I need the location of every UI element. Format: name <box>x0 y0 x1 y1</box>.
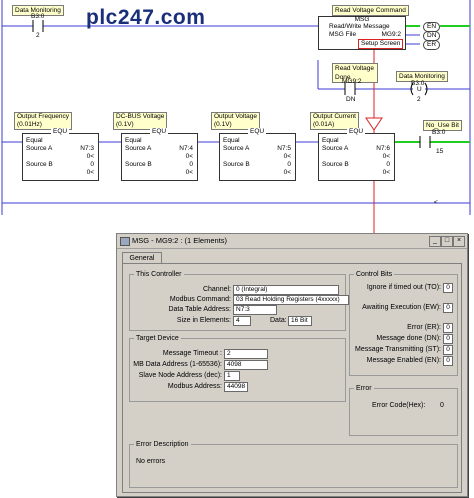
equ-source-a-value: N7:6 <box>376 145 390 152</box>
equ-desc: Equal <box>223 137 240 144</box>
channel-label: Channel: <box>202 286 231 293</box>
equ-source-b-sub-row <box>23 169 98 177</box>
msg-file-row <box>319 31 405 39</box>
equ-source-a-sub: 0< <box>86 153 94 160</box>
contact-bit[interactable]: 2 <box>36 32 40 39</box>
msg-file-label: MSG File <box>329 31 357 38</box>
no-use-bit-label: No_Use Bit <box>423 120 462 131</box>
end-rung-symbol: < <box>434 199 438 206</box>
equ-source-a-value: N7:4 <box>179 145 193 152</box>
no-use-contact-bit[interactable]: 15 <box>436 148 444 155</box>
target-device-title: Target Device <box>136 335 179 342</box>
equ-source-a-sub-row <box>23 153 98 161</box>
unlatch-coil-symbol[interactable]: U <box>417 86 422 93</box>
equ-label-line1: Output Current <box>313 113 356 120</box>
error-code-value: 0 <box>440 402 444 409</box>
equ-source-b-sub-row <box>122 169 197 177</box>
data-table-address-field[interactable]: N7:3 <box>233 305 277 315</box>
error-description-text: No errors <box>136 458 166 465</box>
equ-source-b-sub-row <box>220 169 295 177</box>
equ-source-a-row <box>220 145 295 153</box>
dialog-title: MSG - MG9:2 : (1 Elements) <box>132 236 228 245</box>
equ-source-b-label: Source B <box>26 161 53 168</box>
equ-source-b-sub: 0< <box>86 169 94 176</box>
this-controller-title: This Controller <box>136 271 182 278</box>
message-transmitting-checkbox[interactable]: 0 <box>443 345 453 355</box>
equ-label-line2: (0.1V) <box>116 121 134 128</box>
modbus-command-label: Modbus Command: <box>169 296 231 303</box>
equ-source-a-sub: 0< <box>185 153 193 160</box>
equ-source-b-row <box>319 161 394 169</box>
general-panel <box>122 263 462 493</box>
channel-field[interactable]: 0 (Integral) <box>233 285 339 295</box>
msg-title: MSG <box>354 16 370 23</box>
message-enabled-label: Message Enabled (EN): <box>366 357 441 364</box>
equ-source-b-sub: 0< <box>185 169 193 176</box>
modbus-address-label: Modbus Address: <box>167 383 222 390</box>
tab-general[interactable]: General <box>122 252 162 264</box>
msg-type: Read/Write Message <box>329 23 390 30</box>
control-bits-title: Control Bits <box>356 271 393 278</box>
ignore-timeout-checkbox[interactable]: 0 <box>443 283 453 293</box>
equ-source-a-sub-row <box>122 153 197 161</box>
equ-source-a-label: Source A <box>26 145 53 152</box>
equ-instr-name: EQU <box>250 128 265 135</box>
done-contact-address: MG9:2 <box>342 78 362 85</box>
equ-source-a-row <box>23 145 98 153</box>
equ-label-line2: (0.1V) <box>214 121 232 128</box>
equ-source-b-value: 0 <box>189 161 193 168</box>
error-bit-label: Error (ER): <box>407 324 441 331</box>
equ-source-a-value: N7:5 <box>277 145 291 152</box>
equ-source-b-row <box>23 161 98 169</box>
data-table-address-label: Data Table Address: <box>168 306 231 313</box>
equ-source-a-row <box>122 145 197 153</box>
dialog-titlebar[interactable] <box>117 234 467 249</box>
equ-source-b-sub: 0< <box>283 169 291 176</box>
data-monitoring-label: Data Monitoring <box>12 5 64 16</box>
slave-node-address-field[interactable]: 1 <box>224 371 240 381</box>
mb-data-address-field[interactable]: 4098 <box>224 360 268 370</box>
watermark-text: plc247.com <box>86 6 206 29</box>
equ-source-a-value: N7:3 <box>80 145 94 152</box>
equ-instruction-block[interactable] <box>318 128 395 181</box>
equ-instr-name: EQU <box>53 128 68 135</box>
error-bit-checkbox[interactable]: 0 <box>443 323 453 333</box>
awaiting-execution-checkbox[interactable]: 0 <box>443 303 453 313</box>
equ-source-a-label: Source A <box>223 145 250 152</box>
coil-er: ER <box>423 40 440 50</box>
equ-source-a-sub-row <box>319 153 394 161</box>
data-select[interactable]: 16 Bit <box>288 316 312 326</box>
coil-dn: DN <box>423 31 440 41</box>
modbus-command-field[interactable]: 03 Read Holding Registers (4xxxxx) <box>233 295 349 305</box>
control-bits-group <box>349 271 458 376</box>
equ-source-a-label: Source A <box>322 145 349 152</box>
mb-data-address-label: MB Data Address (1-65536): <box>133 361 222 368</box>
equ-source-a-label: Source A <box>125 145 152 152</box>
maximize-button[interactable]: □ <box>441 236 453 247</box>
message-enabled-checkbox[interactable]: 0 <box>443 356 453 366</box>
setup-screen-button[interactable]: Setup Screen <box>358 39 403 49</box>
equ-source-b-value: 0 <box>386 161 390 168</box>
equ-label-line1: DC-BUS Voltage <box>116 113 165 120</box>
equ-source-a-sub-row <box>220 153 295 161</box>
unlatch-coil-bit: 2 <box>417 96 421 103</box>
message-done-checkbox[interactable]: 0 <box>443 334 453 344</box>
equ-label-line1: Output Frequency <box>17 113 70 120</box>
equ-instr-name: EQU <box>152 128 167 135</box>
equ-label-line1: Output Voltage <box>214 113 258 120</box>
message-transmitting-label: Message Transmitting (ST): <box>355 346 441 353</box>
equ-desc: Equal <box>125 137 142 144</box>
equ-instruction-block[interactable] <box>121 128 198 181</box>
error-code-label: Error Code(Hex): <box>372 402 426 409</box>
equ-source-a-sub: 0< <box>283 153 291 160</box>
size-in-elements-label: Size in Elements: <box>176 317 231 324</box>
error-group <box>349 385 458 436</box>
equ-label-line2: (0.01A) <box>313 121 335 128</box>
data-monitoring-coil-label: Data Monitoring <box>396 71 448 82</box>
modbus-address-field: 44098 <box>224 382 248 392</box>
equ-desc: Equal <box>26 137 43 144</box>
no-use-contact-address: B3:0 <box>432 129 446 136</box>
message-timeout-field[interactable]: 2 <box>224 349 268 359</box>
error-description-title: Error Description <box>136 441 189 448</box>
equ-instruction-block[interactable] <box>219 128 296 181</box>
equ-label-line2: (0.01Hz) <box>17 121 42 128</box>
equ-source-b-value: 0 <box>287 161 291 168</box>
equ-source-b-value: 0 <box>90 161 94 168</box>
message-done-label: Message done (DN): <box>376 335 441 342</box>
coil-en: EN <box>423 22 440 32</box>
read-voltage-command-label: Read Voltage Command <box>332 5 409 16</box>
read-voltage-done-label: Read Voltage Done <box>332 63 378 83</box>
awaiting-execution-label: Awaiting Execution (EW): <box>362 304 441 311</box>
msg-file-value: MG9:2 <box>381 31 401 38</box>
msg-dialog-window <box>116 233 468 497</box>
minimize-button[interactable]: _ <box>429 236 441 247</box>
equ-source-a-row <box>319 145 394 153</box>
equ-source-a-sub: 0< <box>382 153 390 160</box>
equ-source-b-label: Source B <box>223 161 250 168</box>
done-contact-bit[interactable]: DN <box>346 96 356 103</box>
target-device-group <box>129 335 346 402</box>
close-button[interactable]: × <box>453 236 465 247</box>
data-label: Data: <box>270 317 287 324</box>
equ-instruction-block[interactable] <box>22 128 99 181</box>
equ-source-b-label: Source B <box>125 161 152 168</box>
error-description-group <box>129 441 458 488</box>
slave-node-address-label: Slave Node Address (dec): <box>138 372 222 379</box>
this-controller-group <box>129 271 346 331</box>
equ-source-b-row <box>220 161 295 169</box>
equ-instr-name: EQU <box>349 128 364 135</box>
message-timeout-label: Message Timeout : <box>162 350 222 357</box>
equ-source-b-row <box>122 161 197 169</box>
size-in-elements-field[interactable]: 4 <box>233 316 251 326</box>
error-group-title: Error <box>356 385 372 392</box>
unlatch-coil-address: B3:0 <box>411 80 425 87</box>
equ-source-b-label: Source B <box>322 161 349 168</box>
equ-source-b-sub: 0< <box>382 169 390 176</box>
app-icon <box>120 237 130 246</box>
ignore-timeout-label: Ignore if timed out (TO): <box>366 284 441 291</box>
equ-source-b-sub-row <box>319 169 394 177</box>
equ-desc: Equal <box>322 137 339 144</box>
contact-address: B3:0 <box>31 13 45 20</box>
